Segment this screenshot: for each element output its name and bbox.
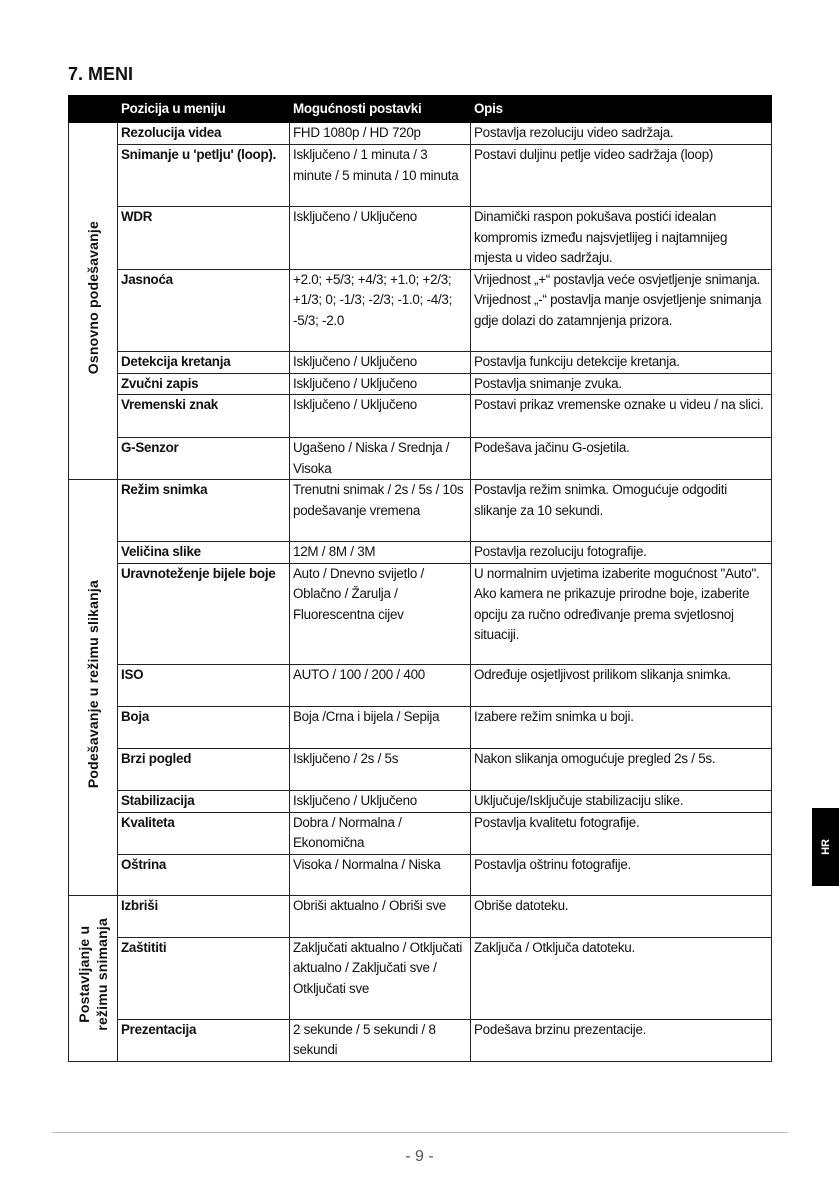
page-number: - 9 - xyxy=(405,1148,434,1165)
description-cell: Postavlja funkciju detekcije kretanja. xyxy=(471,351,772,373)
description-cell: Postavlja rezoluciju fotografije. xyxy=(471,542,772,564)
table-row xyxy=(69,812,772,854)
menu-position-cell: Režim snimka xyxy=(118,480,290,542)
table-row xyxy=(69,895,772,937)
menu-position-cell: Stabilizacija xyxy=(118,790,290,812)
table-header xyxy=(69,96,772,123)
table-row xyxy=(69,145,772,207)
menu-position-cell: Veličina slike xyxy=(118,542,290,564)
header-options: Mogućnosti postavki xyxy=(290,96,471,123)
table-row xyxy=(69,706,772,748)
description-cell: Podešava brzinu prezentacije. xyxy=(471,1019,772,1061)
menu-position-cell: Detekcija kretanja xyxy=(118,351,290,373)
options-cell: +2.0; +5/3; +4/3; +1.0; +2/3; +1/3; 0; -1/3; -2/3; -1.0; -4/3; -5/3; -2.0 xyxy=(290,269,471,351)
description-cell: U normalnim uvjetima izaberite mogućnost "Auto". Ako kamera ne prikazuje prirodne boje, izaberite opciju za ručno određivanje prema svjetlosnoj situaciji. xyxy=(471,563,772,664)
options-cell: Isključeno / 2s / 5s xyxy=(290,748,471,790)
table-row xyxy=(69,269,772,351)
table-row xyxy=(69,790,772,812)
description-cell: Postavlja snimanje zvuka. xyxy=(471,373,772,395)
description-cell: Postavi prikaz vremenske oznake u videu / na slici. xyxy=(471,395,772,438)
table-row xyxy=(69,664,772,706)
options-cell: Isključeno / 1 minuta / 3 minute / 5 minuta / 10 minuta xyxy=(290,145,471,207)
table-row xyxy=(69,438,772,480)
table-row xyxy=(69,563,772,664)
table-row xyxy=(69,480,772,542)
section-label: Osnovno podešavanje xyxy=(85,221,101,375)
table-row xyxy=(69,207,772,270)
description-cell: Vrijednost „+“ postavlja veće osvjetljenje snimanja. Vrijednost „-“ postavlja manje osvjetljenje snimanja gdje dolazi do zatamnjenja prizora. xyxy=(471,269,772,351)
language-tab: HR xyxy=(812,808,839,886)
menu-position-cell: Vremenski znak xyxy=(118,395,290,438)
options-cell: Zaključati aktualno / Otključati aktualno / Zaključati sve / Otključati sve xyxy=(290,937,471,1019)
description-cell: Dinamički raspon pokušava postići idealan kompromis između najsvjetlijeg i najtamnijeg mjesta u video sadržaju. xyxy=(471,207,772,270)
menu-position-cell: ISO xyxy=(118,664,290,706)
table-row xyxy=(69,395,772,438)
description-cell: Uključuje/Isključuje stabilizaciju slike. xyxy=(471,790,772,812)
section-label-cell xyxy=(69,480,118,896)
description-cell: Postavlja režim snimka. Omogućuje odgoditi slikanje za 10 sekundi. xyxy=(471,480,772,542)
description-cell: Zaključa / Otključa datoteku. xyxy=(471,937,772,1019)
menu-position-cell: Brzi pogled xyxy=(118,748,290,790)
description-cell: Postavlja oštrinu fotografije. xyxy=(471,854,772,895)
section-title: 7. MENI xyxy=(68,64,134,84)
table-row xyxy=(69,937,772,1019)
options-cell: Isključeno / Uključeno xyxy=(290,207,471,270)
description-cell: Postavlja kvalitetu fotografije. xyxy=(471,812,772,854)
header-section xyxy=(69,96,118,123)
header-position: Pozicija u meniju xyxy=(118,96,290,123)
description-cell: Obriše datoteku. xyxy=(471,895,772,937)
options-cell: Auto / Dnevno svijetlo / Oblačno / Žarulja / Fluorescentna cijev xyxy=(290,563,471,664)
footer-divider xyxy=(52,1132,788,1133)
description-cell: Postavlja rezoluciju video sadržaja. xyxy=(471,123,772,145)
section-label-cell xyxy=(69,895,118,1061)
section-label: Postavljanje u režimu snimanja xyxy=(76,918,110,1032)
table-row xyxy=(69,351,772,373)
options-cell: Visoka / Normalna / Niska xyxy=(290,854,471,895)
menu-position-cell: Zvučni zapis xyxy=(118,373,290,395)
description-cell: Izabere režim snimka u boji. xyxy=(471,706,772,748)
table-row xyxy=(69,1019,772,1061)
options-cell: Dobra / Normalna / Ekonomična xyxy=(290,812,471,854)
options-cell: Boja /Crna i bijela / Sepija xyxy=(290,706,471,748)
options-cell: Isključeno / Uključeno xyxy=(290,395,471,438)
table-row xyxy=(69,854,772,895)
menu-position-cell: G-Senzor xyxy=(118,438,290,480)
menu-position-cell: Rezolucija videa xyxy=(118,123,290,145)
options-cell: Isključeno / Uključeno xyxy=(290,373,471,395)
menu-position-cell: Izbriši xyxy=(118,895,290,937)
options-cell: Obriši aktualno / Obriši sve xyxy=(290,895,471,937)
menu-position-cell: Snimanje u 'petlju' (loop). xyxy=(118,145,290,207)
table-row xyxy=(69,748,772,790)
description-cell: Nakon slikanja omogućuje pregled 2s / 5s. xyxy=(471,748,772,790)
options-cell: FHD 1080p / HD 720p xyxy=(290,123,471,145)
section-label-cell xyxy=(69,123,118,480)
menu-position-cell: Zaštititi xyxy=(118,937,290,1019)
menu-position-cell: WDR xyxy=(118,207,290,270)
options-cell: Isključeno / Uključeno xyxy=(290,351,471,373)
menu-position-cell: Prezentacija xyxy=(118,1019,290,1061)
menu-position-cell: Uravnoteženje bijele boje xyxy=(118,563,290,664)
menu-position-cell: Boja xyxy=(118,706,290,748)
menu-position-cell: Oštrina xyxy=(118,854,290,895)
options-cell: 2 sekunde / 5 sekundi / 8 sekundi xyxy=(290,1019,471,1061)
menu-table xyxy=(68,95,772,1062)
options-cell: 12M / 8M / 3M xyxy=(290,542,471,564)
menu-position-cell: Kvaliteta xyxy=(118,812,290,854)
description-cell: Postavi duljinu petlje video sadržaja (loop) xyxy=(471,145,772,207)
options-cell: Ugašeno / Niska / Srednja / Visoka xyxy=(290,438,471,480)
options-cell: Trenutni snimak / 2s / 5s / 10s podešavanje vremena xyxy=(290,480,471,542)
description-cell: Određuje osjetljivost prilikom slikanja snimka. xyxy=(471,664,772,706)
table-row xyxy=(69,123,772,145)
table-row xyxy=(69,542,772,564)
table-row xyxy=(69,373,772,395)
header-description: Opis xyxy=(471,96,772,123)
section-label: Podešavanje u režimu slikanja xyxy=(85,579,101,789)
menu-position-cell: Jasnoća xyxy=(118,269,290,351)
description-cell: Podešava jačinu G-osjetila. xyxy=(471,438,772,480)
options-cell: Isključeno / Uključeno xyxy=(290,790,471,812)
options-cell: AUTO / 100 / 200 / 400 xyxy=(290,664,471,706)
